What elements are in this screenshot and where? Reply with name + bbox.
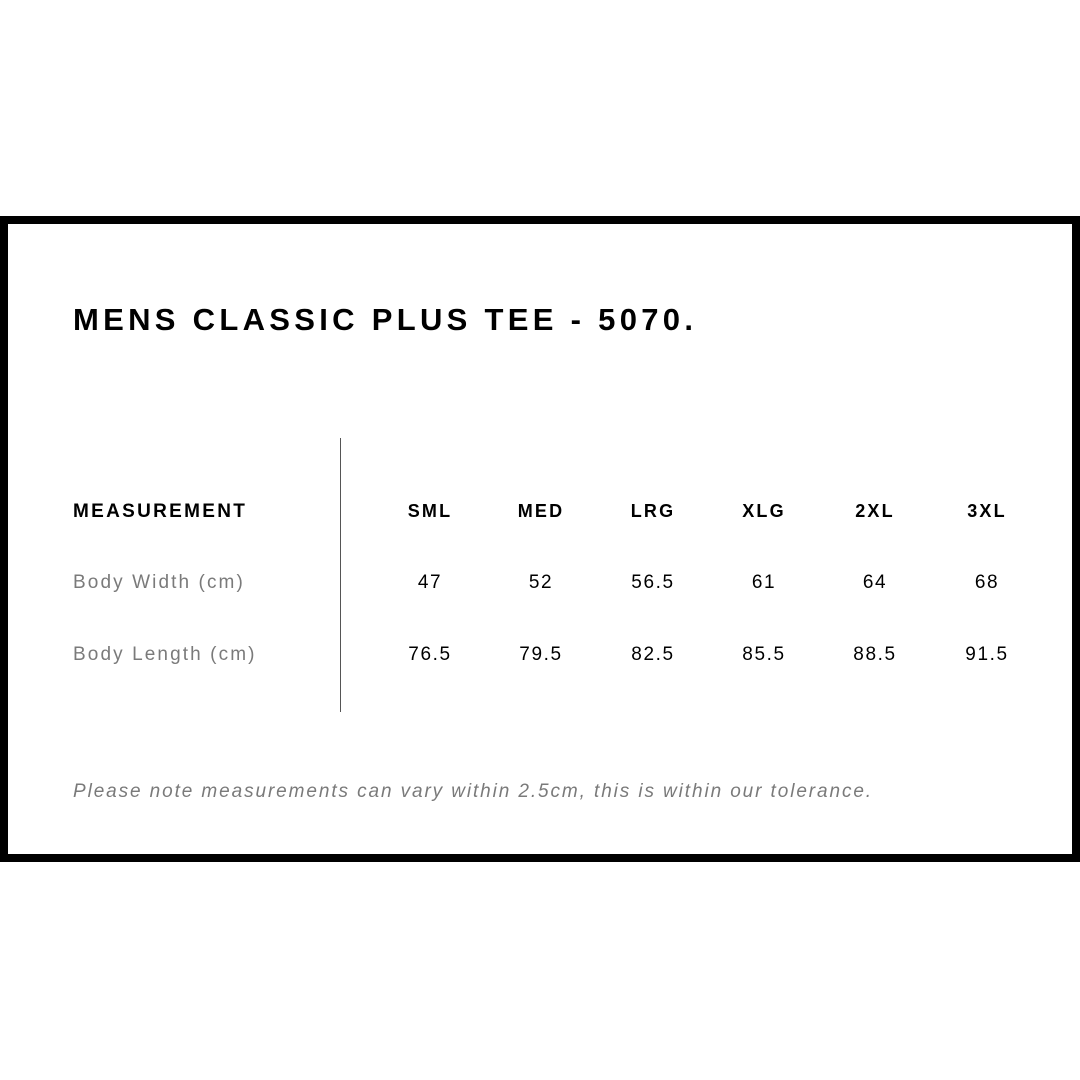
table-cell: 52	[528, 572, 554, 593]
table-cell: 56.5	[631, 572, 675, 593]
table-cell: 91.5	[965, 644, 1009, 665]
table-cell: 85.5	[742, 644, 786, 665]
table-cell: 64	[862, 572, 888, 593]
table-cell: 88.5	[853, 644, 897, 665]
tolerance-note: Please note measurements can vary within 2.5cm, this is within our tolerance.	[73, 781, 873, 802]
size-header-med: MED	[517, 501, 565, 521]
size-header-sml: SML	[407, 501, 453, 521]
size-header-xlg: XLG	[742, 501, 786, 521]
size-header-3xl: 3XL	[967, 501, 1007, 521]
size-chart-card	[0, 216, 1080, 862]
size-header-2xl: 2XL	[855, 501, 895, 521]
table-cell: 61	[751, 572, 777, 593]
measurement-header: MEASUREMENT	[73, 501, 248, 522]
table-cell: 76.5	[408, 644, 452, 665]
page-title: MENS CLASSIC PLUS TEE - 5070.	[73, 302, 698, 337]
column-divider	[340, 438, 341, 712]
table-cell: 68	[974, 572, 1000, 593]
row-label-body-width: Body Width (cm)	[73, 572, 245, 593]
table-cell: 79.5	[519, 644, 563, 665]
table-cell: 47	[417, 572, 443, 593]
size-header-lrg: LRG	[630, 501, 676, 521]
row-label-body-length: Body Length (cm)	[73, 644, 257, 665]
table-cell: 82.5	[631, 644, 675, 665]
